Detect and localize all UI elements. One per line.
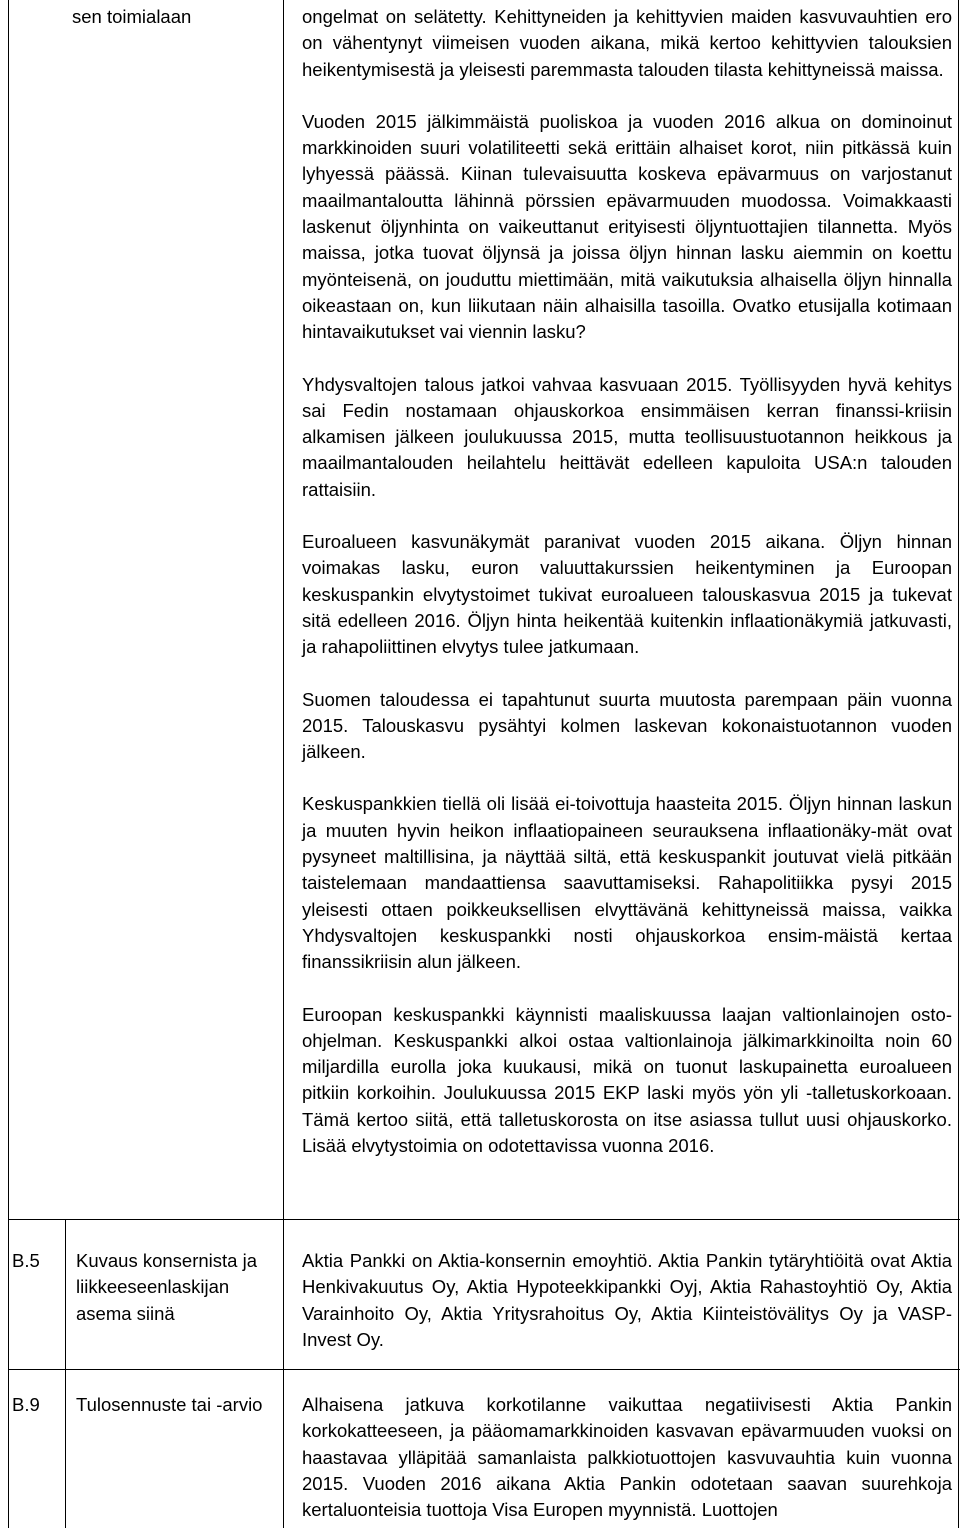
paragraph: Euroopan keskuspankki käynnisti maaliskuussa laajan valtionlainojen osto-ohjelman. Keskuspankki alkoi ostaa valtionlainoja jälkimarkkinoilta noin 60 miljardilla eurolla joka kuukausi, mikä on tuonut laskupainetta euroalueen pitkiin korkoihin. Joulukuussa 2015 EKP laski myös yön yli -talletuskorkoaan. Tämä kertoo siitä, että talletuskorosta on itse asiassa tullut uusi ohjauskorko. Lisää elvytystoimia on odotettavissa vuonna 2016. bbox=[302, 1003, 952, 1156]
paragraph: Euroalueen kasvunäkymät paranivat vuoden 2015 aikana. Öljyn hinnan voimakas lasku, euron valuuttakurssien heikentyminen ja Euroopan keskuspankin elvytystoimet tukivat euroalueen talouskasvua 2015 ja tukevat sitä edelleen 2016. Öljyn hinta heikentää kuitenkin inflaationäkymiä jatkuvasti, ja rahapoliittinen elvytys tulee jatkumaan. bbox=[302, 531, 952, 658]
row-label-text: Kuvaus konsernista ja liikkeeseenlaskijan asema siinä bbox=[76, 1250, 257, 1324]
paragraph: Aktia Pankki on Aktia-konsernin emoyhtiö. Aktia Pankin tytäryhtiöitä ovat Aktia Henkivakuutus Oy, Aktia Hypoteekkipankki Oyj, Aktia Rahastoyhtiö Oy, Aktia Varainhoito Oy, Aktia Yritysrahoitus Oy, Aktia Kiinteistövälitys Oy ja VASP-Invest Oy. bbox=[302, 1250, 952, 1350]
row-label-text: sen toimialaan bbox=[72, 6, 192, 27]
table-border-left bbox=[8, 0, 9, 1528]
row-divider bbox=[8, 1369, 960, 1370]
row-divider bbox=[8, 1219, 960, 1220]
summary-table bbox=[8, 0, 960, 1528]
row-code-text: B.9 bbox=[12, 1394, 40, 1415]
row-content bbox=[302, 1392, 952, 1523]
paragraph: Vuoden 2015 jälkimmäistä puoliskoa ja vuoden 2016 alkua on dominoinut markkinoiden suuri volatiliteetti sekä erittäin alhaiset korot, niin pitkässä kuin lyhyessä päässä. Kiinan tulevaisuutta koskeva epävarmuus on varjostanut maailmantaloutta lähinnä pörssien epävarmuuden muodossa. Voimakkaasti laskenut öljynhinta on vaikeuttanut erityisesti öljyntuottajien tilannetta. Myös maissa, jotka tuovat öljynsä ja joissa öljyn hinnan lasku aiemmin on koettu myönteisenä, on jouduttu miettimään, mitä vaikutuksia alhaisella öljyn hinnalla oikeastaan on, kun liikutaan näin alhaisilla tasoilla. Ovatko etusijalla kotimaan hintavaikutukset vai viennin lasku? bbox=[302, 110, 952, 343]
paragraph: Keskuspankkien tiellä oli lisää ei-toivottuja haasteita 2015. Öljyn hinnan laskun ja muuten hyvin heikon inflaatiopaineen seurauksena inflaationäky-mät ovat pysyneet maltillisina, ja näyttää siltä, että keskuspankit joutuvat vielä pitkään taistelemaan mandaattiensa saavuttamiseksi. Rahapolitiikka pysyi 2015 yleisesti ottaen poikkeuksellisen elvyttävänä kehittyneissä maissa, vaikka Yhdysvaltojen keskuspankki nosti ohjauskorkoa ensim-mäistä kertaa finanssikriisin alun jälkeen. bbox=[302, 793, 952, 973]
paragraph: ongelmat on selätetty. Kehittyneiden ja kehittyvien maiden kasvuvauhtien ero on vähentynyt viimeisen vuoden aikana, mikä kertoo kehittyvien talouksien heikentymisestä ja yleisesti paremmasta talouden tilasta kehittyneissä maissa. bbox=[302, 6, 952, 80]
paragraph: Yhdysvaltojen talous jatkoi vahvaa kasvuaan 2015. Työllisyyden hyvä kehitys sai Fedin nostamaan ohjauskorkoa ensimmäisen kerran finanssi-kriisin alkamisen jälkeen joulukuussa 2015, mutta teollisuustuotannon heikkous ja maailmantalouden heilahtelu heittävät edelleen kapuloita USA:n talouden rattaisiin. bbox=[302, 373, 952, 500]
row-label bbox=[72, 4, 277, 30]
row-label-text: Tulosennuste tai -arvio bbox=[76, 1394, 263, 1415]
table-border-right bbox=[958, 0, 959, 1528]
row-label bbox=[76, 1248, 276, 1327]
row-code bbox=[12, 1392, 62, 1418]
table-column-divider bbox=[283, 0, 284, 1528]
row-content bbox=[302, 1248, 952, 1353]
table-code-divider bbox=[65, 1220, 66, 1528]
row-code bbox=[12, 1248, 62, 1274]
paragraph: Suomen taloudessa ei tapahtunut suurta muutosta parempaan päin vuonna 2015. Talouskasvu pysähtyi kolmen laskevan kokonaistuotannon vuoden jälkeen. bbox=[302, 688, 952, 763]
row-code-text: B.5 bbox=[12, 1250, 40, 1271]
paragraph: Alhaisena jatkuva korkotilanne vaikuttaa negatiivisesti Aktia Pankin korkokatteeseen, ja pääomamarkkinoiden kasvavan epävarmuuden vuoksi on haastavaa ylläpitää samanlaista palkkiotuottojen kasvuvauhtia kuin vuonna 2015. Vuoden 2016 aikana Aktia Pankin odotetaan saavan suurehkoja kertaluonteisia tuottoja Visa Europen myynnistä. Luottojen bbox=[302, 1394, 952, 1521]
row-label bbox=[76, 1392, 281, 1418]
row-content bbox=[302, 4, 952, 1159]
